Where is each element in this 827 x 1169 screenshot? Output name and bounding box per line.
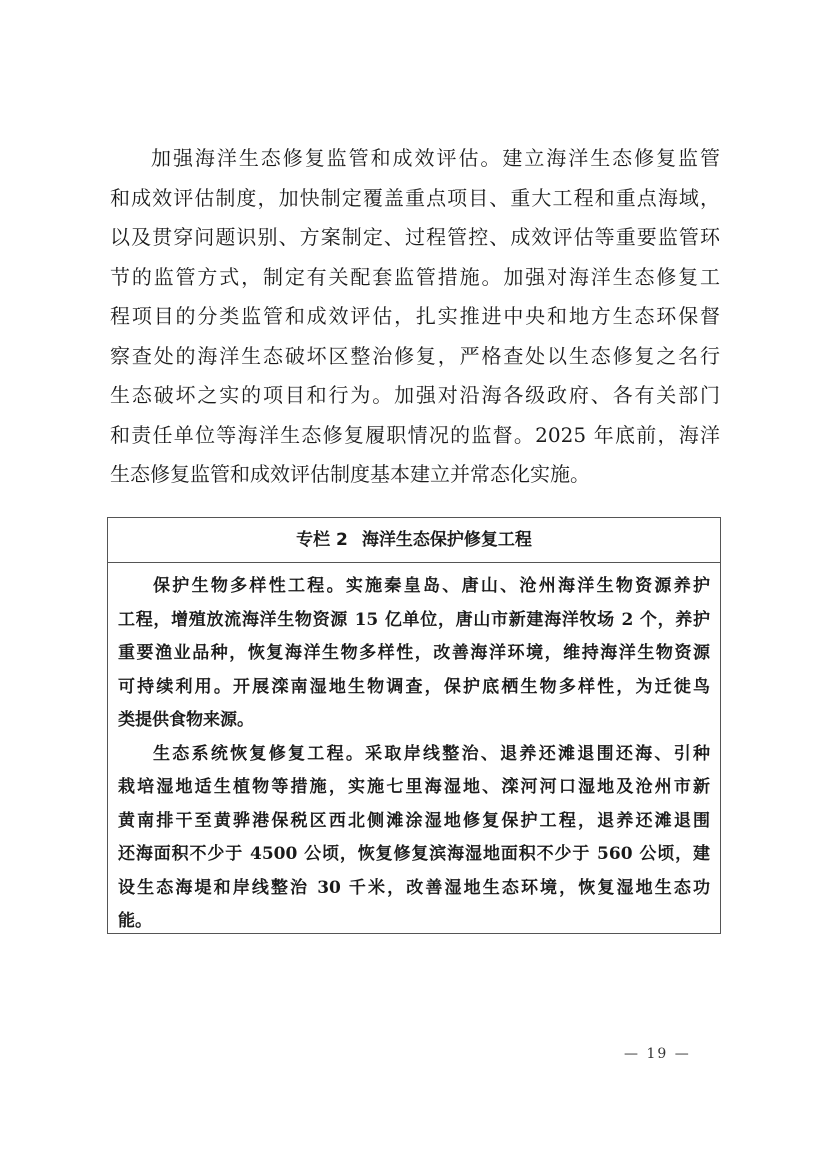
text-line: 察查处的海洋生态破坏区整治修复，严格查处以生态修复之名行 [110, 343, 720, 368]
box-title: 海洋生态保护修复工程 [361, 530, 532, 550]
text-line: 生态系统恢复修复工程。采取岸线整治、退养还滩退围还海、引种 [153, 743, 710, 764]
text-line: 节的监管方式，制定有关配套监管措施。加强对海洋生态修复工 [110, 264, 720, 289]
box-header [108, 518, 720, 563]
text-line: 工程，增殖放流海洋生物资源 15 亿单位，唐山市新建海洋牧场 2 个，养护 [118, 609, 710, 630]
text-line: 类提供食物来源。 [118, 710, 254, 730]
text-line: 生态修复监管和成效评估制度基本建立并常态化实施。 [110, 462, 590, 486]
text-line: 和责任单位等海洋生态修复履职情况的监督。2025 年底前，海洋 [110, 422, 720, 447]
text-line: 能。 [118, 911, 152, 931]
body-paragraph [110, 143, 720, 499]
page-number: — 19 — [624, 1046, 691, 1062]
text-line: 加强海洋生态修复监管和成效评估。建立海洋生态修复监管 [151, 146, 720, 170]
text-line: 重要渔业品种，恢复海洋生物多样性，改善海洋环境，维持海洋生物资源 [118, 643, 710, 663]
text-line: 以及贯穿问题识别、方案制定、过程管控、成效评估等重要监管环 [110, 225, 720, 249]
text-line: 程项目的分类监管和成效评估，扎实推进中央和地方生态环保督 [110, 304, 720, 328]
text-line: 生态破坏之实的项目和行为。加强对沿海各级政府、各有关部门 [110, 383, 720, 407]
text-line: 设生态海堤和岸线整治 30 千米，改善湿地生态环境，恢复湿地生态功 [118, 877, 710, 898]
text-line: 可持续利用。开展滦南湿地生物调查，保护底栖生物多样性，为迁徙鸟 [118, 676, 710, 697]
text-line: 栽培湿地适生植物等措施，实施七里海湿地、滦河河口湿地及沧州市新 [118, 777, 710, 797]
box-number: 专栏 2 [296, 530, 348, 550]
text-line: 保护生物多样性工程。实施秦皇岛、唐山、沧州海洋生物资源养护 [153, 576, 710, 596]
text-line: 还海面积不少于 4500 公顷，恢复修复滨海湿地面积不少于 560 公顷，建 [118, 844, 710, 864]
text-line: 和成效评估制度，加快制定覆盖重点项目、重大工程和重点海域， [110, 185, 720, 210]
box-body [108, 563, 720, 940]
text-line: 黄南排干至黄骅港保税区西北侧滩涂湿地修复保护工程，退养还滩退围 [118, 810, 710, 831]
column-box [107, 517, 721, 934]
